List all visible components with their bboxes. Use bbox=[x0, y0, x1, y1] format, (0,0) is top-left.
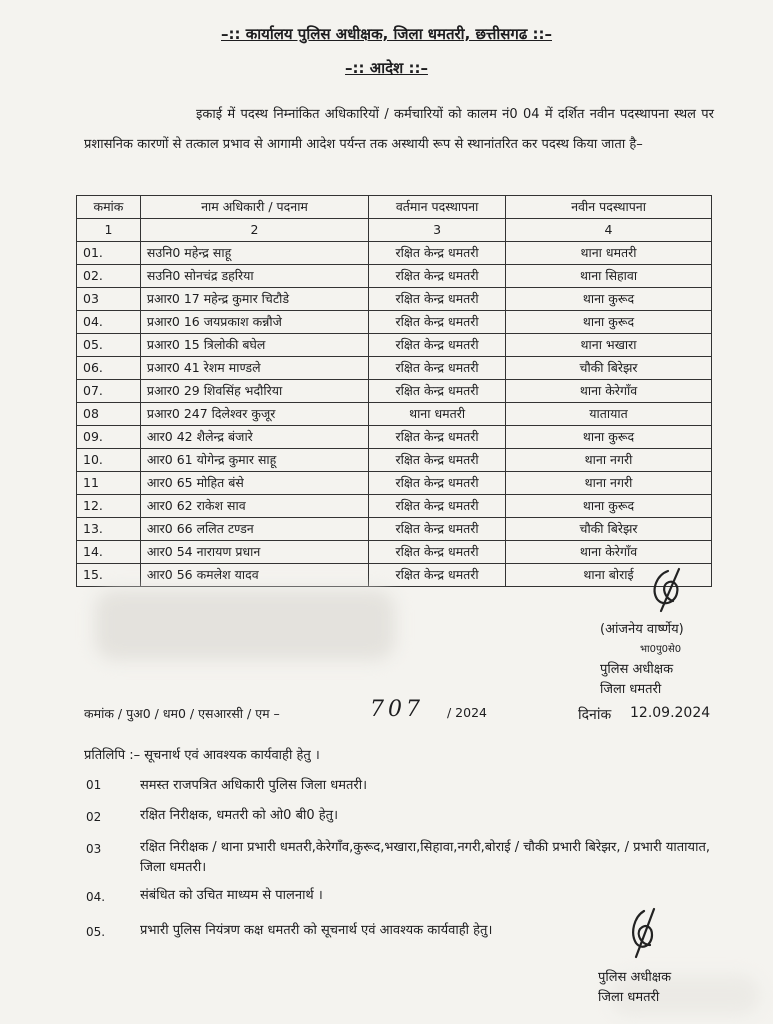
cell-new: चौकी बिरेझर bbox=[506, 518, 712, 541]
cell-current: रक्षित केन्द्र धमतरी bbox=[369, 472, 506, 495]
cell-new: थाना नगरी bbox=[506, 472, 712, 495]
cell-name: आर0 66 ललित टण्डन bbox=[140, 518, 368, 541]
column-number-row bbox=[77, 219, 712, 242]
col-header-new: नवीन पदस्थापना bbox=[506, 196, 712, 219]
cell-new: थाना कुरूद bbox=[506, 426, 712, 449]
cell-name: आर0 65 मोहित बंसे bbox=[140, 472, 368, 495]
office-heading: –:: कार्यालय पुलिस अधीक्षक, जिला धमतरी, छत्तीसगढ ::– bbox=[221, 25, 552, 43]
cell-name: प्रआर0 17 महेन्द्र कुमार चिटौडे bbox=[140, 288, 368, 311]
cell-current: रक्षित केन्द्र धमतरी bbox=[369, 357, 506, 380]
cell-current: रक्षित केन्द्र धमतरी bbox=[369, 426, 506, 449]
copy-item-number: 05. bbox=[86, 925, 106, 939]
cell-new: चौकी बिरेझर bbox=[506, 357, 712, 380]
col-number: 2 bbox=[140, 219, 368, 242]
cell-name: आर0 61 योगेन्द्र कुमार साहू bbox=[140, 449, 368, 472]
cell-current: थाना धमतरी bbox=[369, 403, 506, 426]
cell-serial: 13. bbox=[77, 518, 141, 541]
copy-item-number: 02 bbox=[86, 810, 102, 824]
cell-serial: 15. bbox=[77, 564, 141, 587]
cell-serial: 03 bbox=[77, 288, 141, 311]
cell-serial: 14. bbox=[77, 541, 141, 564]
table-row bbox=[77, 472, 712, 495]
cell-new: थाना कुरूद bbox=[506, 288, 712, 311]
signature-block-2 bbox=[598, 968, 671, 1008]
copy-item-text: रक्षित निरीक्षक, धमतरी को ओ0 बी0 हेतु। bbox=[140, 808, 338, 823]
cell-serial: 05. bbox=[77, 334, 141, 357]
signatory-district: जिला धमतरी bbox=[600, 682, 662, 697]
reference-number: 707 bbox=[370, 697, 424, 722]
cell-serial: 11 bbox=[77, 472, 141, 495]
cell-new: थाना भखारा bbox=[506, 334, 712, 357]
signature-block bbox=[600, 620, 684, 700]
redacted-area bbox=[95, 590, 395, 660]
table-header-row bbox=[77, 196, 712, 219]
signatory-designation: पुलिस अधीक्षक bbox=[600, 662, 674, 677]
cell-serial: 04. bbox=[77, 311, 141, 334]
cell-current: रक्षित केन्द्र धमतरी bbox=[369, 288, 506, 311]
copy-item-text: प्रभारी पुलिस नियंत्रण कक्ष धमतरी को सूचनार्थ एवं आवश्यक कार्यवाही हेतु। bbox=[140, 923, 493, 938]
table-row bbox=[77, 495, 712, 518]
cell-serial: 02. bbox=[77, 265, 141, 288]
order-title: –:: आदेश ::– bbox=[345, 59, 428, 77]
copy-item-number: 01 bbox=[86, 778, 102, 792]
cell-serial: 07. bbox=[77, 380, 141, 403]
copy-heading: प्रतिलिपि :– सूचनार्थ एवं आवश्यक कार्यवाही हेतु । bbox=[84, 748, 320, 763]
cell-current: रक्षित केन्द्र धमतरी bbox=[369, 265, 506, 288]
table-row bbox=[77, 242, 712, 265]
cell-name: सउनि0 महेन्द्र साहू bbox=[140, 242, 368, 265]
table-row bbox=[77, 380, 712, 403]
cell-name: प्रआर0 15 त्रिलोकी बघेल bbox=[140, 334, 368, 357]
cell-current: रक्षित केन्द्र धमतरी bbox=[369, 380, 506, 403]
copy-item-text: समस्त राजपत्रित अधिकारी पुलिस जिला धमतरी। bbox=[140, 778, 368, 793]
cell-current: रक्षित केन्द्र धमतरी bbox=[369, 242, 506, 265]
signature-icon bbox=[643, 565, 693, 615]
reference-prefix: कमांक / पुअ0 / धम0 / एसआरसी / एम – bbox=[84, 706, 280, 721]
intro-paragraph: इकाई में पदस्थ निम्नांकित अधिकारियों / कर्मचारियों को कालम नं0 04 में दर्शित नवीन पदस्थापना स्थल पर प्रशासनिक कारणों से तत्काल प्रभाव से आगामी आदेश पर्यन्त तक अस्थायी रूप से स्थानांतरित कर पदस्थ किया जाता है– bbox=[84, 107, 714, 152]
table-row bbox=[77, 334, 712, 357]
table-row bbox=[77, 288, 712, 311]
cell-name: प्रआर0 41 रेशम माण्डले bbox=[140, 357, 368, 380]
table-row bbox=[77, 311, 712, 334]
cell-serial: 09. bbox=[77, 426, 141, 449]
cell-name: आर0 62 राकेश साव bbox=[140, 495, 368, 518]
cell-current: रक्षित केन्द्र धमतरी bbox=[369, 311, 506, 334]
reference-year: / 2024 bbox=[447, 705, 487, 720]
transfer-table bbox=[76, 195, 712, 587]
cell-new: थाना सिहावा bbox=[506, 265, 712, 288]
date-label: दिनांक bbox=[578, 707, 612, 723]
signature-icon bbox=[622, 905, 666, 961]
col-number: 3 bbox=[369, 219, 506, 242]
table-row bbox=[77, 265, 712, 288]
table-row bbox=[77, 426, 712, 449]
cell-name: प्रआर0 16 जयप्रकाश कन्नौजे bbox=[140, 311, 368, 334]
cell-current: रक्षित केन्द्र धमतरी bbox=[369, 564, 506, 587]
copy-item-number: 04. bbox=[86, 890, 106, 904]
cell-current: रक्षित केन्द्र धमतरी bbox=[369, 449, 506, 472]
cell-name: सउनि0 सोनचंद्र डहरिया bbox=[140, 265, 368, 288]
cell-new: थाना नगरी bbox=[506, 449, 712, 472]
date-value: 12.09.2024 bbox=[630, 705, 711, 721]
cell-serial: 10. bbox=[77, 449, 141, 472]
cell-new: थाना केरेगाँव bbox=[506, 541, 712, 564]
table-row bbox=[77, 541, 712, 564]
copy-item-number: 03 bbox=[86, 842, 102, 856]
cell-name: प्रआर0 29 शिवसिंह भदौरिया bbox=[140, 380, 368, 403]
cell-new: थाना केरेगाँव bbox=[506, 380, 712, 403]
cell-new: थाना धमतरी bbox=[506, 242, 712, 265]
cell-new: थाना कुरूद bbox=[506, 495, 712, 518]
cell-name: आर0 42 शैलेन्द्र बंजारे bbox=[140, 426, 368, 449]
col-header-current: वर्तमान पदस्थापना bbox=[369, 196, 506, 219]
cell-new: थाना कुरूद bbox=[506, 311, 712, 334]
cell-current: रक्षित केन्द्र धमतरी bbox=[369, 334, 506, 357]
cell-name: प्रआर0 247 दिलेश्वर कुजूर bbox=[140, 403, 368, 426]
col-header-serial: कमांक bbox=[77, 196, 141, 219]
table-row bbox=[77, 403, 712, 426]
table-row bbox=[77, 357, 712, 380]
col-header-name: नाम अधिकारी / पदनाम bbox=[140, 196, 368, 219]
cell-current: रक्षित केन्द्र धमतरी bbox=[369, 541, 506, 564]
signatory-name: (आंजनेय वार्ष्णेय) bbox=[600, 622, 684, 637]
cell-serial: 08 bbox=[77, 403, 141, 426]
col-number: 4 bbox=[506, 219, 712, 242]
cell-current: रक्षित केन्द्र धमतरी bbox=[369, 495, 506, 518]
cell-name: आर0 54 नारायण प्रधान bbox=[140, 541, 368, 564]
table-row bbox=[77, 564, 712, 587]
signatory-designation: पुलिस अधीक्षक bbox=[598, 970, 672, 985]
cell-current: रक्षित केन्द्र धमतरी bbox=[369, 518, 506, 541]
col-number: 1 bbox=[77, 219, 141, 242]
table-row bbox=[77, 518, 712, 541]
signatory-district: जिला धमतरी bbox=[598, 990, 660, 1005]
cell-new: यातायात bbox=[506, 403, 712, 426]
copy-item-text: संबंधित को उचित माध्यम से पालनार्थ । bbox=[140, 888, 323, 903]
cell-serial: 06. bbox=[77, 357, 141, 380]
cell-serial: 01. bbox=[77, 242, 141, 265]
copy-item-text: रक्षित निरीक्षक / थाना प्रभारी धमतरी,केरेगाँव,कुरूद,भखारा,सिहावा,नगरी,बोराई / चौकी प्रभारी बिरेझर, / प्रभारी यातायात, जिला धमतरी। bbox=[140, 840, 711, 875]
cell-new: थाना बोराई bbox=[506, 564, 712, 587]
signatory-service: भा0पु0से0 bbox=[640, 644, 682, 655]
table-row bbox=[77, 449, 712, 472]
cell-name: आर0 56 कमलेश यादव bbox=[140, 564, 368, 587]
cell-serial: 12. bbox=[77, 495, 141, 518]
